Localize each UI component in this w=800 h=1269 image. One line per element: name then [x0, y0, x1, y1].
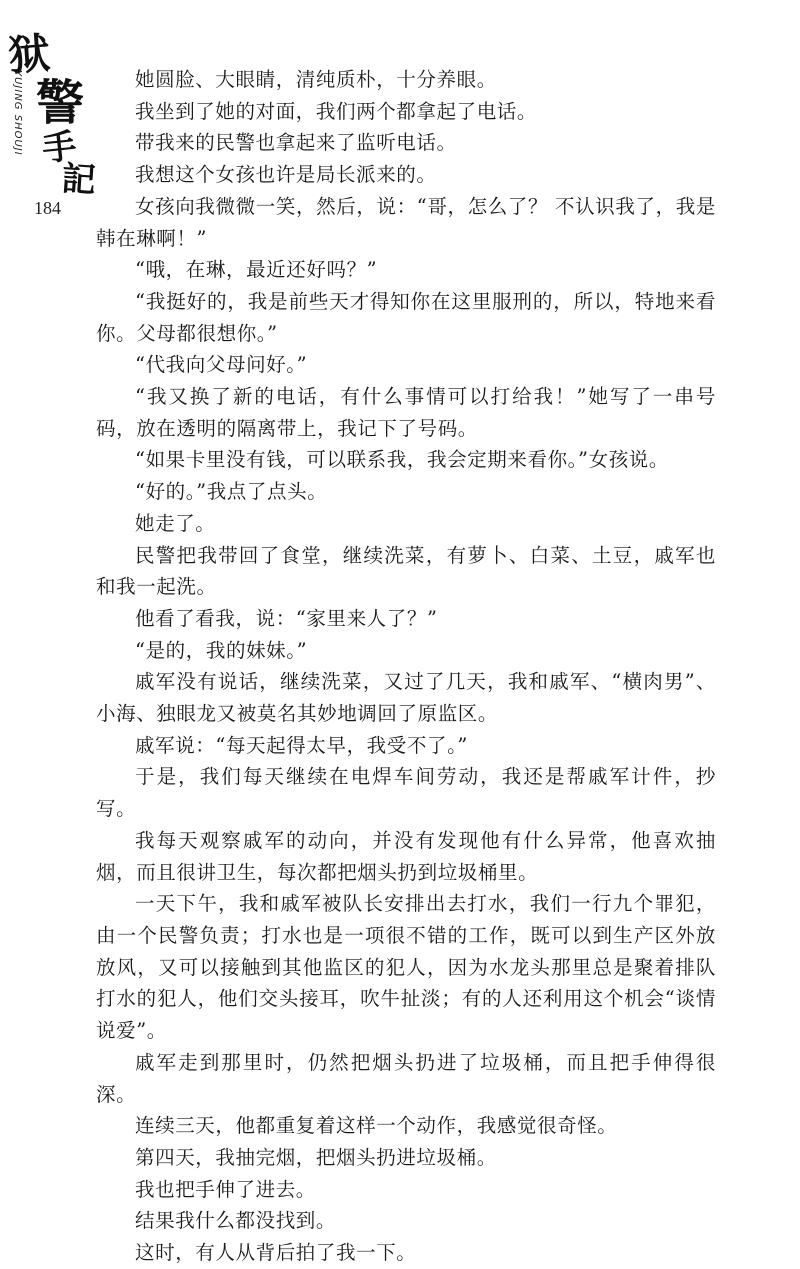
paragraph: 结果我什么都没找到。: [135, 1209, 337, 1233]
paragraph: 戚军走到那里时，仍然把烟头扔进了垃圾桶，而且把手伸得很深。: [96, 1050, 716, 1106]
paragraph: “是的，我的妹妹。”: [135, 638, 308, 662]
paragraph: 民警把我带回了食堂，继续洗菜，有萝卜、白菜、土豆，戚军也和我一起洗。: [96, 543, 716, 599]
logo-char-3: 手: [40, 126, 79, 170]
logo-char-2: 警: [36, 75, 85, 131]
logo-char-1: 狱: [6, 28, 52, 81]
paragraph: 连续三天，他都重复着这样一个动作，我感觉很奇怪。: [135, 1114, 618, 1138]
paragraph: 她走了。: [135, 511, 216, 535]
paragraph: “好的。”我点了点头。: [135, 480, 328, 504]
paragraph: “我又换了新的电话，有什么事情可以打给我！”她写了一串号码，放在透明的隔离带上，我记下了号码。: [96, 385, 716, 440]
paragraph: 我也把手伸了进去。: [135, 1177, 316, 1201]
logo-char-4: 記: [60, 158, 98, 202]
paragraph: “哦，在琳，最近还好吗？”: [135, 258, 378, 282]
paragraph: 她圆脸、大眼睛，清纯质朴，十分养眼。: [135, 68, 497, 91]
paragraph: “如果卡里没有钱，可以联系我，我会定期来看你。”女孩说。: [135, 448, 669, 472]
logo-pinyin-text: YUJING SHOUJI: [12, 70, 23, 156]
paragraph: “代我向父母问好。”: [135, 353, 308, 377]
paragraph: 女孩向我微微一笑，然后，说：“哥，怎么了？ 不认识我了，我是韩在琳啊！”: [96, 194, 716, 250]
paragraph: “我挺好的，我是前些天才得知你在这里服刑的，所以，特地来看你。父母都很想你。”: [96, 289, 716, 345]
paragraph: 戚军说：“每天起得太早，我受不了。”: [135, 733, 468, 757]
paragraph: 于是，我们每天继续在电焊车间劳动，我还是帮戚军计件，抄写。: [96, 765, 716, 821]
body-text: [96, 64, 716, 1269]
book-title-logo: [6, 22, 98, 202]
page-number: 184: [34, 198, 61, 218]
paragraph: 我坐到了她的对面，我们两个都拿起了电话。: [135, 99, 538, 123]
paragraph: 我想这个女孩也许是局长派来的。: [135, 163, 437, 187]
paragraph: 带我来的民警也拿起来了监听电话。: [135, 131, 457, 155]
paragraph: 第四天，我抽完烟，把烟头扔进垃圾桶。: [135, 1145, 497, 1169]
paragraph: 这时，有人从背后拍了我一下。: [135, 1241, 417, 1265]
paragraph: 他看了看我，说：“家里来人了？”: [135, 606, 438, 630]
paragraph: 一天下午，我和戚军被队长安排出去打水，我们一行九个罪犯，由一个民警负责；打水也是一项很不错的工作，既可以到生产区外放放风，又可以接触到其他监区的犯人，因为水龙头那里总是聚着排队打水的犯人，他们交头接耳，吹牛扯淡；有的人还利用这个机会“谈情说爱”。: [96, 892, 716, 1043]
paragraph: 戚军没有说话，继续洗菜，又过了几天，我和戚军、“横肉男”、小海、独眼龙又被莫名其妙地调回了原监区。: [96, 670, 716, 726]
paragraph: 我每天观察戚军的动向，并没有发现他有什么异常，他喜欢抽烟，而且很讲卫生，每次都把烟头扔到垃圾桶里。: [96, 828, 716, 884]
